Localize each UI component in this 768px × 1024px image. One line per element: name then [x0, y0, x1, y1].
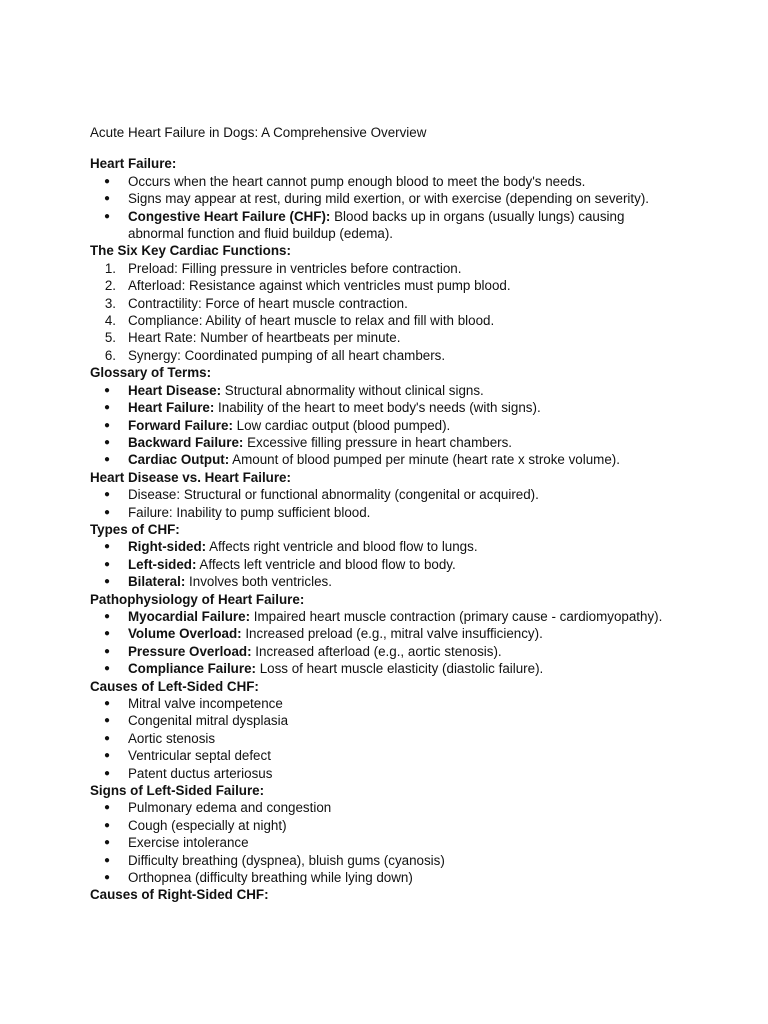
list-item [90, 417, 680, 434]
list-item [90, 799, 680, 816]
item-text: Exercise intolerance [128, 835, 249, 851]
list-item [90, 295, 680, 312]
bullet-list [90, 538, 680, 590]
item-text: Blood backs up in organs (usually lungs) causing abnormal function and fluid buildup (edema). [128, 208, 625, 242]
term-label: Volume Overload: [128, 626, 242, 642]
item-text: Structural abnormality without clinical signs. [221, 382, 484, 398]
list-item [90, 852, 680, 869]
list-item [90, 695, 680, 712]
item-text: Impaired heart muscle contraction (primary cause - cardiomyopathy). [250, 608, 663, 624]
bullet-list [90, 173, 680, 243]
item-text: Preload: Filling pressure in ventricles before contraction. [128, 260, 462, 276]
list-item [90, 347, 680, 364]
numbered-list [90, 260, 680, 364]
term-label: Heart Disease: [128, 382, 222, 398]
term-label: Compliance Failure: [128, 661, 256, 677]
list-number: 6. [104, 347, 116, 363]
term-label: Right-sided: [128, 539, 207, 555]
list-number: 2. [104, 278, 116, 294]
item-text: Excessive filling pressure in heart chambers. [243, 434, 513, 450]
section-heading: Signs of Left-Sided Failure: [90, 783, 265, 799]
item-text: Contractility: Force of heart muscle contraction. [128, 295, 408, 311]
list-item [90, 817, 680, 834]
document-body [90, 155, 680, 903]
item-text: Affects right ventricle and blood flow to lungs. [206, 539, 478, 555]
term-label: Heart Failure: [128, 400, 215, 416]
list-item [90, 312, 680, 329]
item-text: Orthopnea (difficulty breathing while lying down) [128, 870, 413, 886]
item-text: Difficulty breathing (dyspnea), bluish gums (cyanosis) [128, 852, 445, 868]
section-heading: Causes of Left-Sided CHF: [90, 678, 259, 694]
item-text: Patent ductus arteriosus [128, 765, 273, 781]
document-title: Acute Heart Failure in Dogs: A Comprehensive Overview [90, 125, 427, 140]
list-number: 1. [104, 260, 116, 276]
item-text: Inability of the heart to meet body's needs (with signs). [214, 400, 541, 416]
list-item [90, 208, 680, 243]
item-text: Heart Rate: Number of heartbeats per minute. [128, 330, 401, 346]
list-item [90, 660, 680, 677]
list-item [90, 834, 680, 851]
list-item [90, 643, 680, 660]
list-item [90, 277, 680, 294]
bullet-list [90, 486, 680, 521]
list-item [90, 556, 680, 573]
section-heading: Causes of Right-Sided CHF: [90, 887, 269, 903]
section-heading: Glossary of Terms: [90, 365, 212, 381]
list-item [90, 625, 680, 642]
list-item [90, 173, 680, 190]
term-label: Pressure Overload: [128, 643, 252, 659]
term-label: Congestive Heart Failure (CHF): [128, 208, 331, 224]
list-item [90, 504, 680, 521]
item-text: Occurs when the heart cannot pump enough blood to meet the body's needs. [128, 173, 586, 189]
item-text: Ventricular septal defect [128, 748, 271, 764]
item-text: Compliance: Ability of heart muscle to relax and fill with blood. [128, 313, 495, 329]
list-number: 5. [104, 330, 116, 346]
term-label: Cardiac Output: [128, 452, 230, 468]
term-label: Left-sided: [128, 556, 197, 572]
list-item [90, 608, 680, 625]
list-item [90, 486, 680, 503]
item-text: Amount of blood pumped per minute (heart rate x stroke volume). [229, 452, 620, 468]
bullet-list [90, 608, 680, 678]
bullet-list [90, 382, 680, 469]
item-text: Mitral valve incompetence [128, 696, 283, 711]
list-item [90, 260, 680, 277]
item-text: Disease: Structural or functional abnormality (congenital or acquired). [128, 487, 539, 503]
list-item [90, 747, 680, 764]
bullet-list [90, 799, 680, 886]
section-heading: The Six Key Cardiac Functions: [90, 243, 291, 259]
item-text: Increased afterload (e.g., aortic stenosis). [251, 643, 502, 659]
item-text: Failure: Inability to pump sufficient blood. [128, 504, 371, 520]
list-item [90, 190, 680, 207]
term-label: Myocardial Failure: [128, 608, 251, 624]
list-item [90, 573, 680, 590]
bullet-list [90, 695, 680, 782]
item-text: Affects left ventricle and blood flow to body. [196, 556, 456, 572]
item-text: Low cardiac output (blood pumped). [232, 417, 451, 433]
section-heading: Heart Disease vs. Heart Failure: [90, 469, 291, 485]
term-label: Forward Failure: [128, 417, 233, 433]
list-item [90, 329, 680, 346]
list-item [90, 730, 680, 747]
list-number: 4. [104, 313, 116, 329]
list-item [90, 382, 680, 399]
item-text: Signs may appear at rest, during mild exertion, or with exercise (depending on severity). [128, 191, 649, 207]
section-heading: Pathophysiology of Heart Failure: [90, 591, 305, 607]
item-text: Loss of heart muscle elasticity (diastolic failure). [255, 661, 544, 677]
list-item [90, 399, 680, 416]
item-text: Cough (especially at night) [128, 817, 287, 833]
item-text: Pulmonary edema and congestion [128, 800, 332, 816]
section-heading: Types of CHF: [90, 521, 180, 537]
list-item [90, 712, 680, 729]
list-item [90, 538, 680, 555]
list-item [90, 434, 680, 451]
item-text: Involves both ventricles. [185, 574, 332, 590]
list-item [90, 451, 680, 468]
document-page [90, 124, 680, 904]
item-text: Afterload: Resistance against which ventricles must pump blood. [128, 278, 511, 294]
section-heading: Heart Failure: [90, 156, 177, 172]
term-label: Bilateral: [128, 574, 186, 590]
list-item [90, 869, 680, 886]
term-label: Backward Failure: [128, 434, 244, 450]
item-text: Aortic stenosis [128, 730, 216, 746]
list-item [90, 765, 680, 782]
item-text: Increased preload (e.g., mitral valve insufficiency). [241, 626, 543, 642]
item-text: Congenital mitral dysplasia [128, 713, 289, 729]
list-number: 3. [104, 295, 116, 311]
item-text: Synergy: Coordinated pumping of all heart chambers. [128, 347, 446, 363]
